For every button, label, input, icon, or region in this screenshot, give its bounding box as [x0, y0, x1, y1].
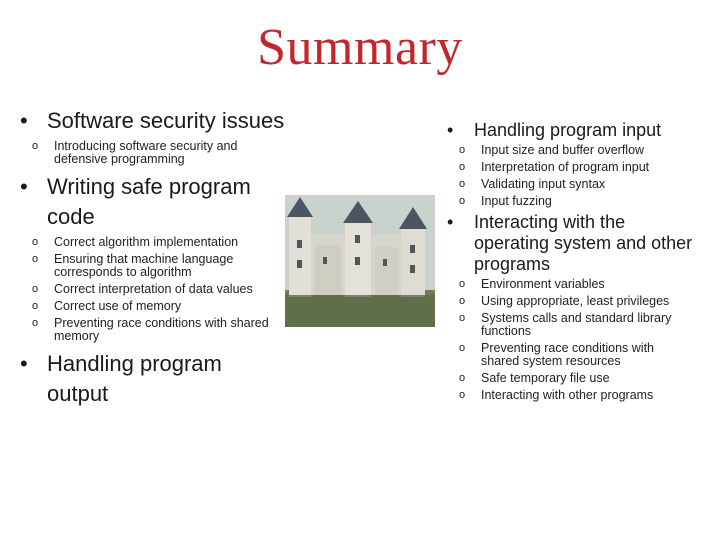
- sub-item: o Systems calls and standard library functions: [459, 311, 672, 338]
- sub-item: o Using appropriate, least privileges: [459, 294, 670, 308]
- bullet-text: Software security issues: [47, 108, 285, 133]
- right-bullet-1-subs: [447, 144, 697, 208]
- bullet-glyph: •: [20, 108, 28, 133]
- right-bullet-1: [447, 120, 697, 141]
- sub-item: o Correct interpretation of data values: [32, 282, 253, 296]
- sub-item: o Input fuzzing: [459, 194, 552, 208]
- sub-item: o Ensuring that machine language corresponds to algorithm: [32, 252, 234, 279]
- left-bullet-2: [20, 172, 297, 232]
- left-bullet-1-subs: [20, 140, 285, 166]
- bullet-text: Interacting with the operating system and other programs: [474, 212, 693, 274]
- sub-item: o Interpretation of program input: [459, 160, 650, 174]
- right-column: [447, 120, 697, 406]
- right-bullet-2-subs: [447, 278, 692, 402]
- bullet-glyph: •: [20, 351, 28, 376]
- bullet-text: Handling program output: [47, 351, 222, 406]
- sub-item: o Input size and buffer overflow: [459, 143, 645, 157]
- left-bullet-1: [20, 106, 285, 136]
- left-bullet-3: [20, 349, 277, 409]
- sub-item: o Safe temporary file use: [459, 371, 610, 385]
- sub-item: o Interacting with other programs: [459, 388, 654, 402]
- bullet-text: Handling program input: [474, 120, 662, 140]
- bullet-glyph: •: [447, 212, 454, 232]
- bullet-text: Writing safe program code: [47, 174, 251, 229]
- sub-item: o Validating input syntax: [459, 177, 606, 191]
- sub-item: o Preventing race conditions with shared memory: [32, 316, 269, 343]
- castle-photo: [285, 195, 435, 327]
- sub-item: o Correct algorithm implementation: [32, 235, 239, 249]
- bullet-glyph: •: [447, 120, 454, 140]
- right-bullet-2: [447, 212, 697, 275]
- sub-item: o Preventing race conditions with shared system resources: [459, 341, 655, 368]
- slide-title: Summary: [257, 19, 463, 76]
- bullet-glyph: •: [20, 174, 28, 199]
- sub-item: o Introducing software security and defensive programming: [32, 139, 238, 166]
- left-column: [20, 106, 285, 409]
- sub-item: o Correct use of memory: [32, 299, 182, 313]
- sub-item: o Environment variables: [459, 277, 605, 291]
- left-bullet-2-subs: [20, 236, 290, 343]
